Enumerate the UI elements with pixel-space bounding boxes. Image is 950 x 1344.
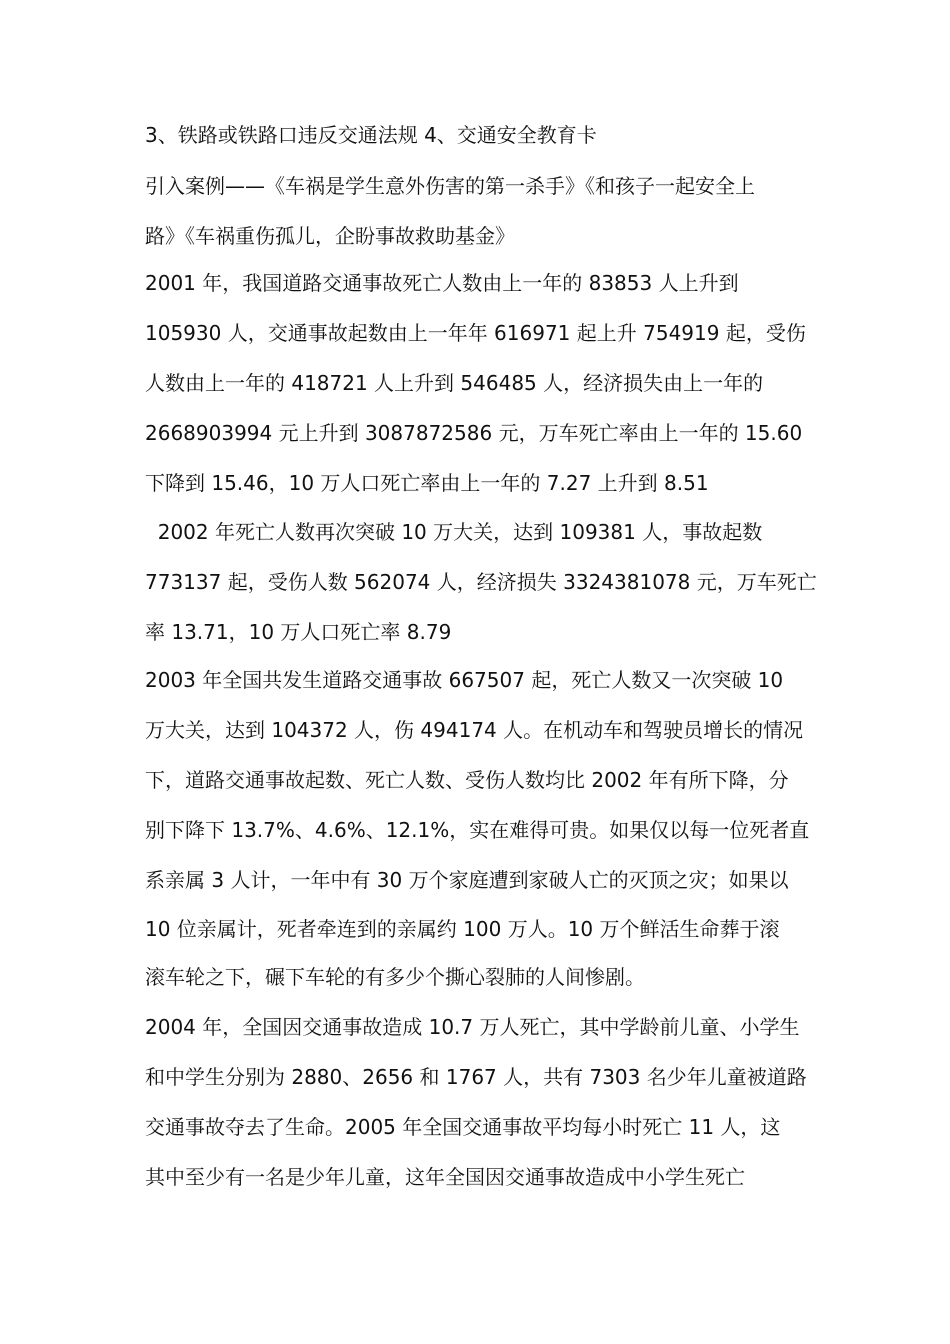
text-line: 率 13.71，10 万人口死亡率 8.79 — [145, 620, 452, 644]
text-line: 3、铁路或铁路口违反交通法规 4、交通安全教育卡 — [145, 123, 597, 147]
text-line: 105930 人，交通事故起数由上一年年 616971 起上升 754919 起，受伤 — [145, 321, 806, 345]
text-line: 2003 年全国共发生道路交通事故 667507 起，死亡人数又一次突破 10 — [145, 668, 784, 692]
text-line: 2001 年，我国道路交通事故死亡人数由上一年的 83853 人上升到 — [145, 271, 739, 295]
text-line: 下，道路交通事故起数、死亡人数、受伤人数均比 2002 年有所下降，分 — [145, 768, 789, 792]
text-line: 交通事故夺去了生命。2005 年全国交通事故平均每小时死亡 11 人，这 — [145, 1115, 781, 1139]
text-line: 万大关，达到 104372 人，伤 494174 人。在机动车和驾驶员增长的情况 — [145, 718, 804, 742]
text-line: 773137 起，受伤人数 562074 人，经济损失 3324381078 元，万车死亡 — [145, 570, 817, 594]
text-line: 10 位亲属计，死者牵连到的亲属约 100 万人。10 万个鲜活生命葬于滚 — [145, 917, 780, 941]
text-line: 和中学生分别为 2880、2656 和 1767 人，共有 7303 名少年儿童被道路 — [145, 1065, 807, 1089]
text-line: 其中至少有一名是少年儿童，这年全国因交通事故造成中小学生死亡 — [145, 1165, 745, 1189]
text-line: 引入案例——《车祸是学生意外伤害的第一杀手》《和孩子一起安全上 — [145, 174, 755, 198]
text-line: 滚车轮之下，碾下车轮的有多少个撕心裂肺的人间惨剧。 — [145, 965, 645, 989]
text-line: 系亲属 3 人计，一年中有 30 万个家庭遭到家破人亡的灭顶之灾；如果以 — [145, 868, 789, 892]
text-line: 人数由上一年的 418721 人上升到 546485 人，经济损失由上一年的 — [145, 371, 764, 395]
text-line: 下降到 15.46，10 万人口死亡率由上一年的 7.27 上升到 8.51 — [145, 471, 709, 495]
text-line: 2004 年，全国因交通事故造成 10.7 万人死亡，其中学龄前儿童、小学生 — [145, 1015, 800, 1039]
text-line: 路》《车祸重伤孤儿，企盼事故救助基金》 — [145, 224, 515, 248]
text-line: 2668903994 元上升到 3087872586 元，万车死亡率由上一年的 15.60 — [145, 421, 803, 445]
text-line: 别下降下 13.7%、4.6%、12.1%，实在难得可贵。如果仅以每一位死者直 — [145, 818, 810, 842]
text-line: 2002 年死亡人数再次突破 10 万大关，达到 109381 人，事故起数 — [145, 520, 763, 544]
